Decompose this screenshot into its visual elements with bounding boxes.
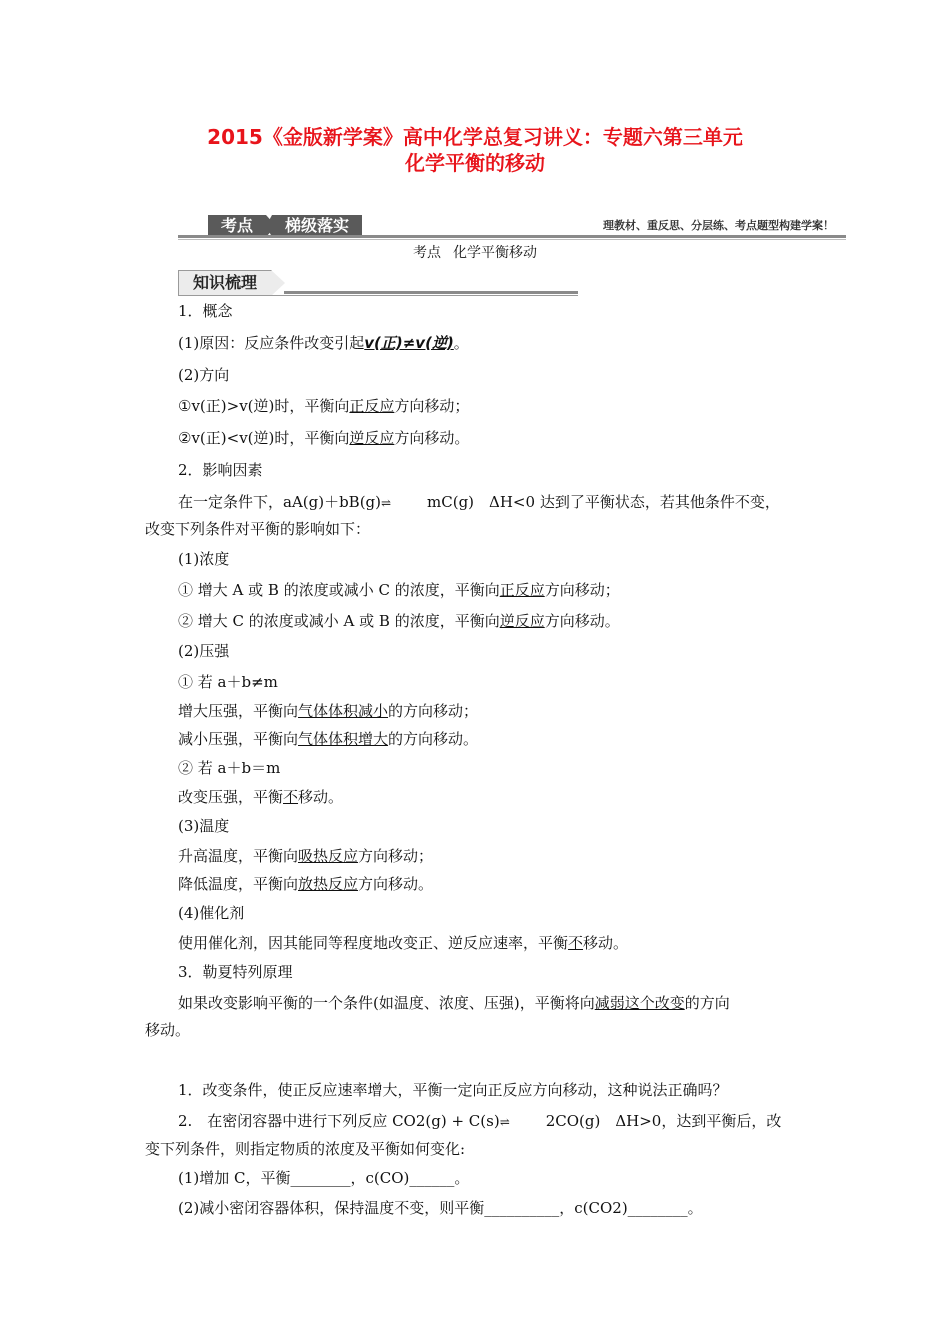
document-title-line1: 2015《金版新学案》高中化学总复习讲义：专题六第三单元: [207, 125, 743, 149]
answer-conc-forward: 正反应: [499, 581, 545, 599]
banner-tag-tiji: 梯级落实: [272, 215, 362, 237]
line-pressure-case1: ① 若 a＋b≠m: [178, 673, 278, 691]
question-2-cont: 变下列条件，则指定物质的浓度及平衡如何变化:: [145, 1140, 466, 1158]
line-conc-1: ① 增大 A 或 B 的浓度或减小 C 的浓度，平衡向正反应方向移动；: [178, 581, 620, 599]
heading-le-chatelier: 3．勒夏特列原理: [178, 963, 293, 981]
banner-rule: [178, 235, 846, 238]
section-banner: [178, 214, 846, 240]
answer-endothermic: 吸热反应: [298, 847, 359, 865]
line-temp-lower: 降低温度，平衡向放热反应方向移动。: [178, 875, 434, 893]
answer-exothermic: 放热反应: [298, 875, 359, 893]
equilibrium-arrow-icon: ⇌: [381, 496, 390, 510]
heading-concept: 1．概念: [178, 302, 233, 320]
banner-rule-thin: [178, 239, 846, 240]
banner-slogan: 理教材、重反思、分层练、考点题型构建学案！: [603, 219, 834, 232]
line-pressure: (2)压强: [178, 642, 230, 660]
section-heading: [0, 242, 950, 262]
knowledge-summary-label: 知识梳理: [178, 270, 272, 296]
line-temperature: (3)温度: [178, 817, 230, 835]
document-title-line2: 化学平衡的移动: [405, 151, 545, 175]
line-catalyst: (4)催化剂: [178, 904, 245, 922]
knowledge-summary-header: [178, 270, 578, 298]
line-catalyst-effect: 使用催化剂，因其能同等程度地改变正、逆反应速率，平衡不移动。: [178, 934, 629, 952]
line-pressure-nochange: 改变压强，平衡不移动。: [178, 788, 344, 806]
line-direction-2: ②v(正)<v(逆)时，平衡向逆反应方向移动。: [178, 429, 470, 447]
answer-no-shift: 不: [283, 788, 299, 806]
line-principle-cont: 移动。: [145, 1021, 191, 1039]
answer-conc-reverse: 逆反应: [499, 612, 545, 630]
answer-reverse: 逆反应: [349, 429, 395, 447]
section-label: 考点: [413, 245, 441, 261]
knowledge-summary-rule-thin: [178, 295, 578, 296]
line-temp-raise: 升高温度，平衡向吸热反应方向移动；: [178, 847, 434, 865]
line-pressure-case2: ② 若 a＋b＝m: [178, 759, 281, 777]
question-2: 2. 在密闭容器中进行下列反应 CO2(g) + C(s)⇌ 2CO(g) ΔH>0，达到平衡后，改: [178, 1110, 781, 1133]
line-concentration: (1)浓度: [178, 550, 230, 568]
line-principle: 如果改变影响平衡的一个条件(如温度、浓度、压强)，平衡将向减弱这个改变的方向: [178, 994, 730, 1012]
banner-tag-kaodian: 考点: [208, 215, 266, 237]
line-conc-2: ② 增大 C 的浓度或减小 A 或 B 的浓度，平衡向逆反应方向移动。: [178, 612, 620, 630]
answer-catalyst-no-shift: 不: [568, 934, 584, 952]
heading-factors: 2．影响因素: [178, 461, 263, 479]
answer-forward: 正反应: [349, 397, 395, 415]
line-condition-cont: 改变下列条件对平衡的影响如下：: [145, 520, 371, 538]
answer-volume-increase: 气体体积增大: [298, 730, 389, 748]
question-2-part2: (2)减小密闭容器体积，保持温度不变，则平衡__________，c(CO2)________。: [178, 1199, 703, 1217]
line-pressure-decrease: 减小压强，平衡向气体体积增大的方向移动。: [178, 730, 479, 748]
line-direction-1: ①v(正)>v(逆)时，平衡向正反应方向移动；: [178, 397, 470, 415]
answer-volume-decrease: 气体体积减小: [298, 702, 389, 720]
answer-cause: v(正)≠v(逆): [364, 334, 454, 352]
question-2-part1: (1)增加 C，平衡________，c(CO)______。: [178, 1169, 470, 1187]
knowledge-summary-rule: [284, 291, 578, 294]
answer-weaken-change: 减弱这个改变: [594, 994, 685, 1012]
question-1: 1．改变条件，使正反应速率增大，平衡一定向正反应方向移动，这种说法正确吗？: [178, 1081, 728, 1099]
line-condition: 在一定条件下，aA(g)＋bB(g)⇌ mC(g) ΔH<0 达到了平衡状态，若其他条件不变，: [178, 491, 780, 514]
line-direction: (2)方向: [178, 366, 230, 384]
equilibrium-arrow-icon: ⇌: [499, 1115, 508, 1129]
section-name: 化学平衡移动: [453, 245, 537, 261]
line-cause: (1)原因：反应条件改变引起v(正)≠v(逆)。: [178, 334, 469, 352]
line-pressure-increase: 增大压强，平衡向气体体积减小的方向移动；: [178, 702, 479, 720]
